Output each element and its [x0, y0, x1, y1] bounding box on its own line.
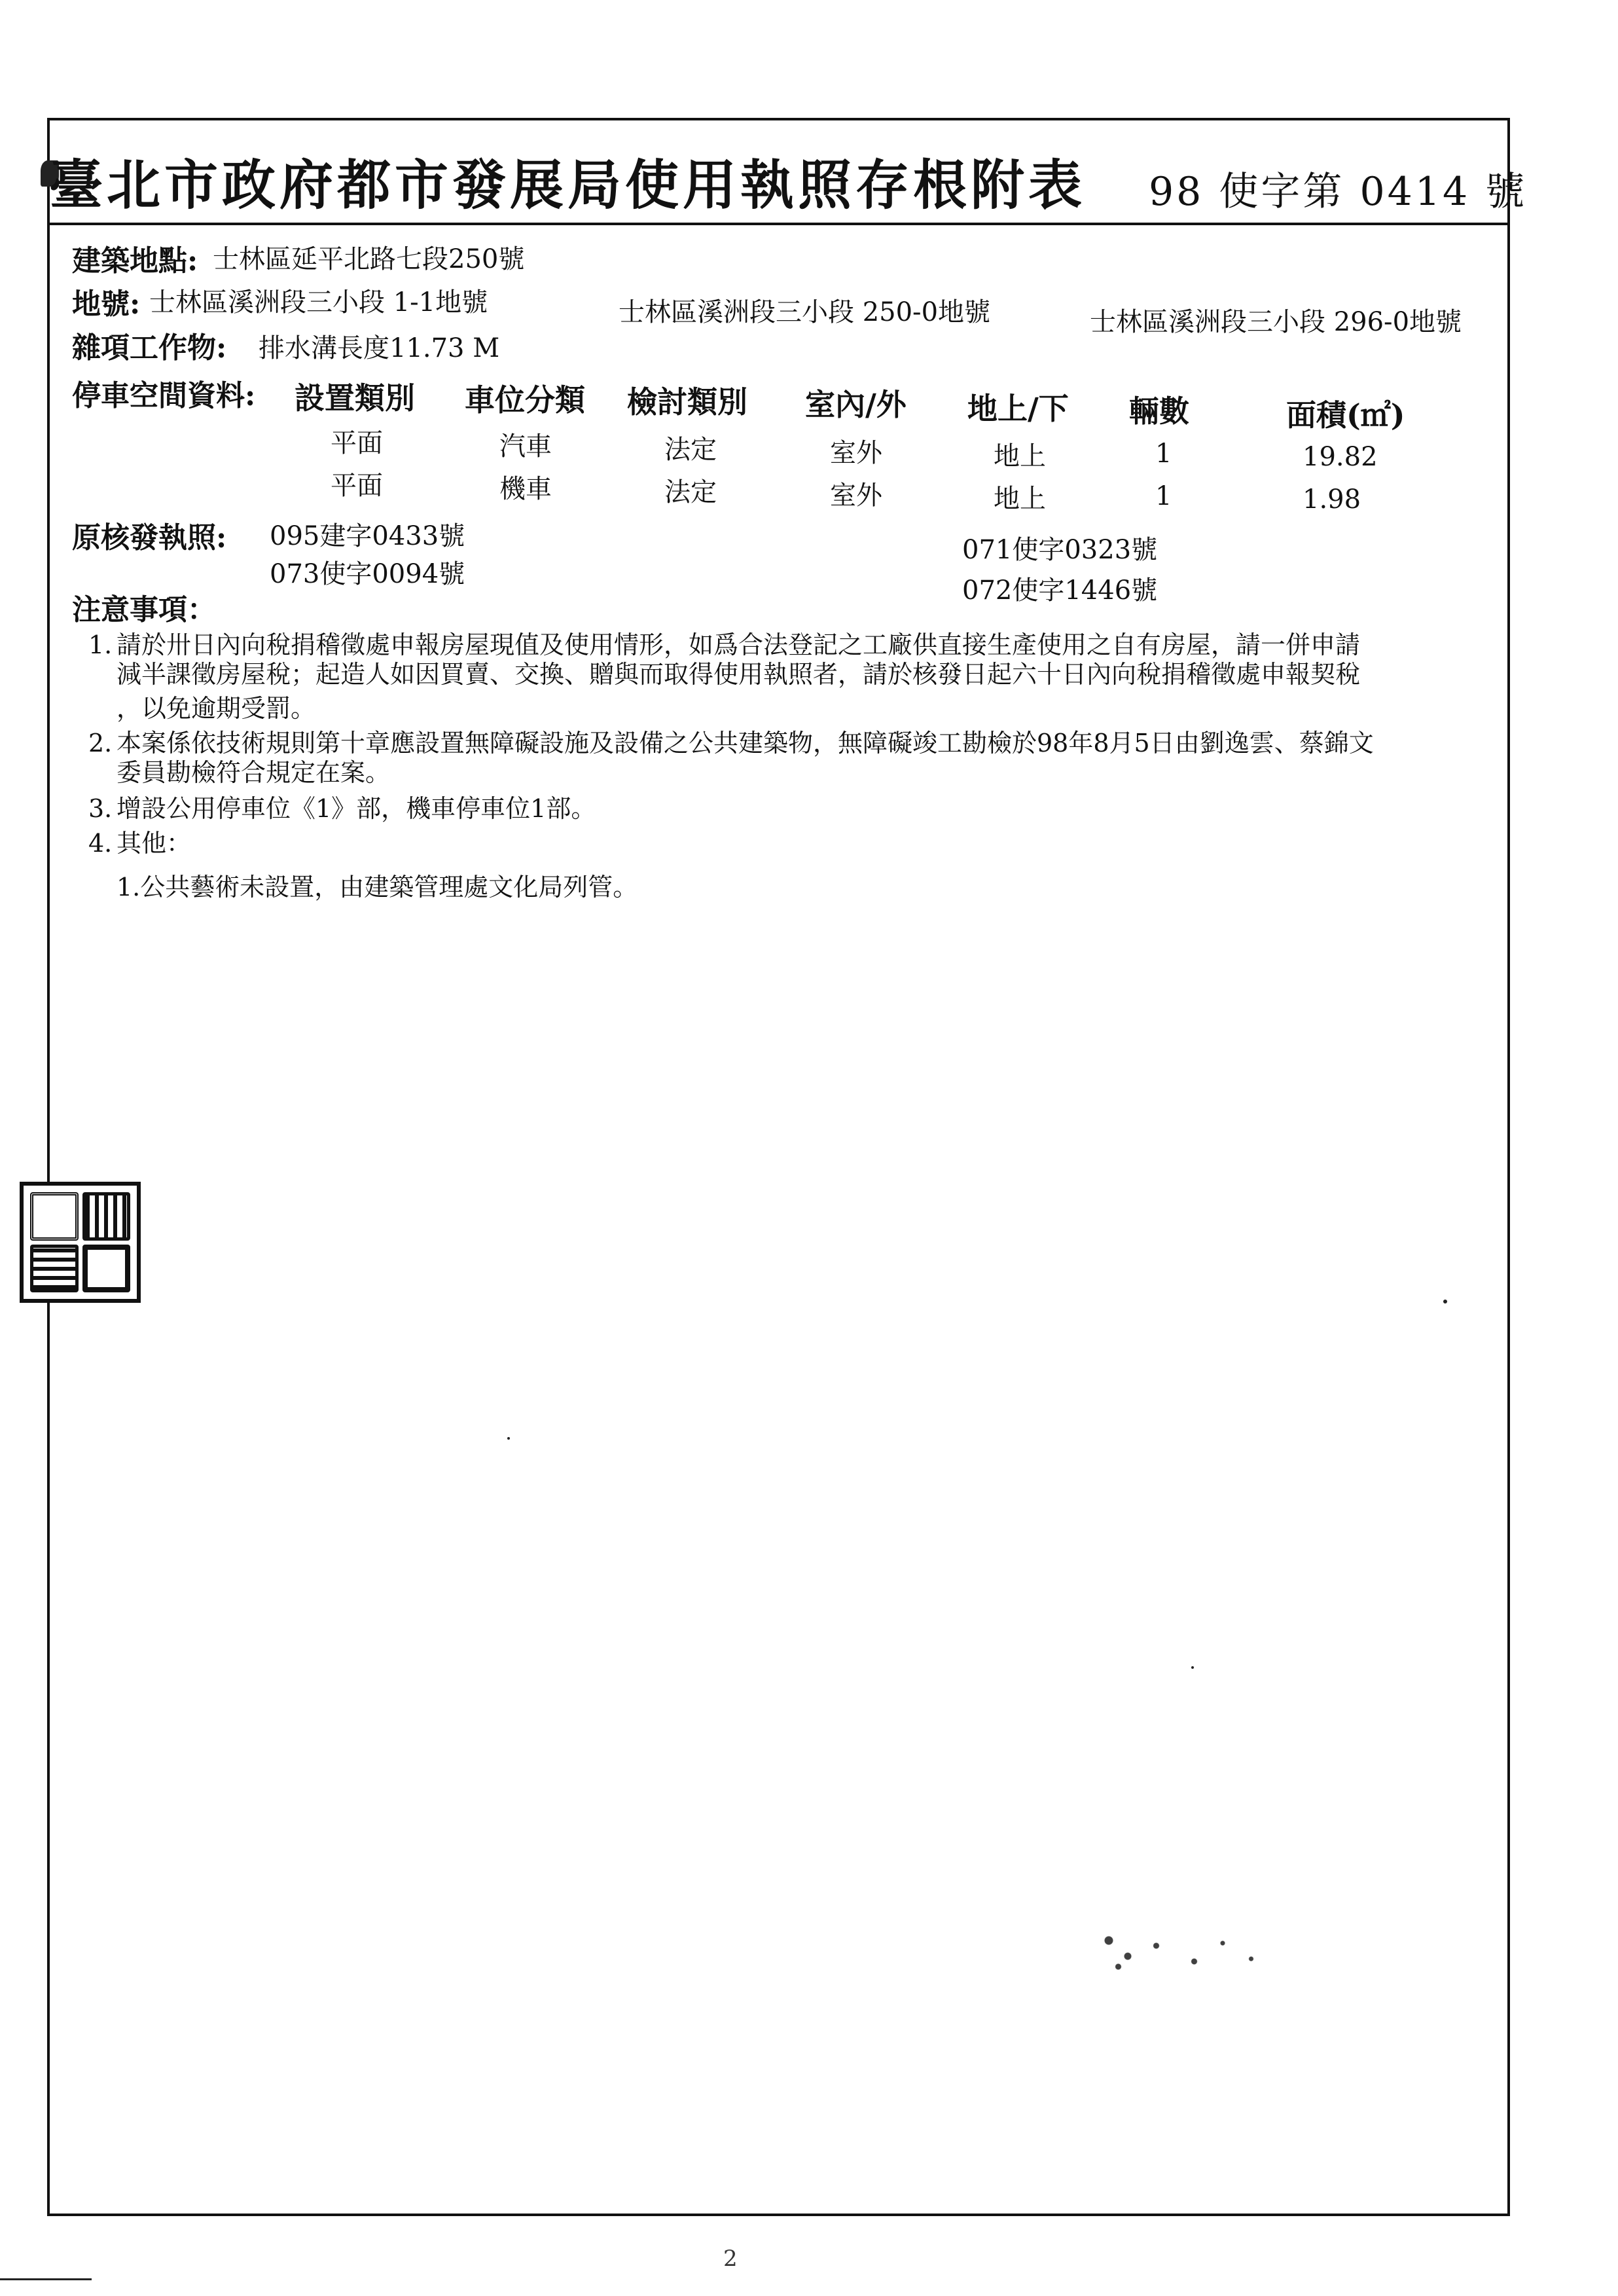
note-line: 請於卅日內向稅捐稽徵處申報房屋現值及使用情形，如爲合法登記之工廠供直接生產使用之自有房屋，請一併申請 [117, 630, 1361, 659]
note-number: 2. [88, 729, 113, 757]
parking-label: 停車空間資料: [72, 379, 256, 412]
note-line: 其他： [117, 829, 192, 858]
original-permits-label: 原核發執照: [72, 521, 227, 555]
note-line: 本案係依技術規則第十章應設置無障礙設施及設備之公共建築物，無障礙竣工勘檢於98年8月5日由劉逸雲、蔡錦文 [117, 729, 1374, 757]
page-number: 2 [723, 2246, 738, 2272]
building-location-label: 建築地點: [72, 244, 198, 278]
lot-number-1: 士林區溪洲段三小段 1-1地號 [149, 287, 488, 318]
parking-col-area: 面積(㎡) [1286, 397, 1405, 433]
edge-mark [0, 2278, 92, 2280]
parking-cell: 1.98 [1303, 484, 1361, 515]
lot-number-2: 士林區溪洲段三小段 250-0地號 [619, 297, 991, 327]
note-line: 增設公用停車位《1》部，機車停車位1部。 [117, 794, 596, 823]
note-number: 3. [88, 794, 113, 823]
note-line: ，以免逾期受罰。 [117, 694, 316, 723]
document-title: 臺北市政府都市發展局使用執照存根附表 [49, 154, 1087, 217]
parking-cell: 室外 [830, 438, 882, 468]
building-location-value: 士林區延平北路七段250號 [213, 244, 525, 274]
note-number: 4. [88, 829, 113, 858]
parking-cell: 室外 [830, 481, 882, 511]
original-permit-item: 071使字0323號 [962, 535, 1158, 565]
parking-cell: 平面 [331, 471, 383, 501]
misc-works-value: 排水溝長度11.73 M [259, 333, 500, 363]
ink-stamp-icon [1090, 1925, 1280, 1977]
parking-col-category: 車位分類 [465, 382, 585, 418]
title-divider [47, 223, 1510, 225]
note-line: 委員勘檢符合規定在案。 [117, 758, 391, 787]
parking-cell: 地上 [994, 484, 1046, 514]
parking-col-type: 設置類別 [295, 380, 415, 416]
note-number: 1. [88, 630, 113, 659]
parking-cell: 19.82 [1303, 442, 1378, 472]
parking-col-level: 地上/下 [967, 391, 1069, 426]
parking-col-review: 檢討類別 [627, 384, 747, 420]
speck-icon [507, 1437, 510, 1440]
parking-cell: 平面 [331, 428, 383, 458]
parking-cell: 1 [1155, 481, 1172, 511]
original-permit-item: 072使字1446號 [962, 575, 1158, 606]
speck-icon [1443, 1300, 1447, 1303]
parking-cell: 法定 [664, 435, 717, 465]
note-sub-item: 1.公共藝術未設置，由建築管理處文化局列管。 [117, 873, 638, 902]
speck-icon [1191, 1666, 1194, 1669]
parking-cell: 汽車 [499, 431, 552, 462]
parking-cell: 1 [1155, 439, 1172, 469]
parking-col-count: 輛數 [1129, 393, 1189, 429]
lot-number-3: 士林區溪洲段三小段 296-0地號 [1090, 307, 1462, 337]
lot-number-label: 地號: [72, 287, 141, 321]
misc-works-label: 雜項工作物: [72, 331, 227, 365]
parking-cell: 機車 [499, 474, 552, 504]
original-permit-item: 073使字0094號 [270, 559, 465, 589]
official-seal-icon [20, 1182, 141, 1303]
note-line: 減半課徵房屋稅；起造人如因買賣、交換、贈與而取得使用執照者，請於核發日起六十日內向稅捐稽徵處申報契稅 [117, 660, 1361, 689]
parking-cell: 法定 [664, 477, 717, 507]
original-permit-item: 095建字0433號 [270, 521, 465, 551]
parking-col-indoor: 室內/外 [805, 387, 907, 422]
notes-label: 注意事項： [72, 593, 216, 627]
parking-cell: 地上 [994, 441, 1046, 471]
permit-number: 98 使字第 0414 號 [1149, 169, 1528, 215]
